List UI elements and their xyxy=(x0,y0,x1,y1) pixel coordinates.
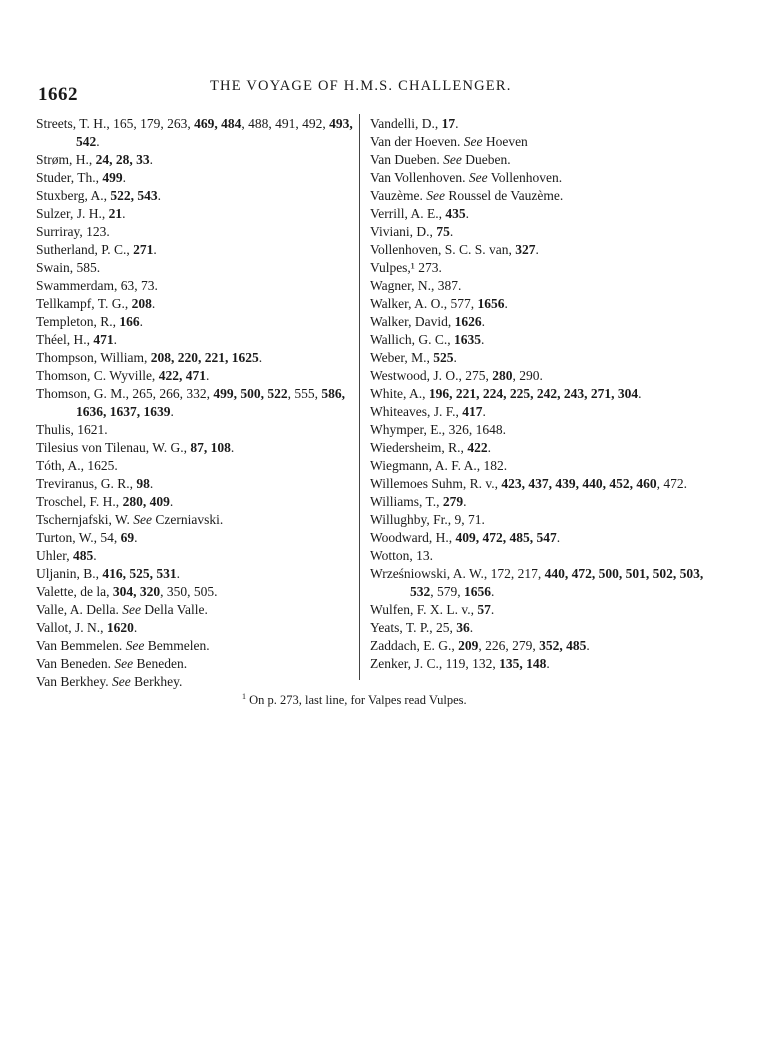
index-entry xyxy=(36,565,358,583)
index-entry xyxy=(36,673,358,691)
entry-ref: Vollenhoven. xyxy=(487,170,563,185)
entry-name: Sutherland, P. C., xyxy=(36,242,134,257)
entry-name: Troschel, F. H., xyxy=(36,494,123,509)
entry-ref-bold: 525 xyxy=(433,350,454,365)
entry-ref-bold: 409, 472, 485, 547 xyxy=(455,530,557,545)
index-entry xyxy=(36,511,358,529)
index-entry xyxy=(370,151,715,169)
entry-see: See xyxy=(111,674,131,689)
entry-ref: . xyxy=(122,206,126,221)
index-entry xyxy=(36,241,358,259)
entry-ref-bold: 21 xyxy=(108,206,123,221)
entry-ref-bold: 280 xyxy=(492,368,513,383)
entry-name: Vallot, J. N., xyxy=(36,620,107,635)
entry-name: Tschernjafski, W. xyxy=(36,512,134,527)
index-entry xyxy=(36,277,358,295)
entry-ref: , 488, 491, 492, xyxy=(241,116,330,131)
entry-ref: . xyxy=(122,170,126,185)
entry-ref: Beneden. xyxy=(133,656,188,671)
entry-ref-bold: 422, 471 xyxy=(158,368,206,383)
entry-ref: . xyxy=(481,314,485,329)
entry-ref: Bemmelen. xyxy=(144,638,210,653)
index-entry xyxy=(370,511,715,529)
entry-ref-bold: 422 xyxy=(467,440,488,455)
entry-ref-bold: 135, 148 xyxy=(499,656,547,671)
entry-name: White, A., xyxy=(370,386,429,401)
entry-see: See xyxy=(125,638,145,653)
index-entry xyxy=(370,637,715,655)
entry-ref-bold: 24, 28, 33 xyxy=(95,152,150,167)
index-entry xyxy=(36,583,358,601)
page-number: 1662 xyxy=(38,84,78,105)
entry-ref: Dueben. xyxy=(461,152,511,167)
entry-see: See xyxy=(443,152,462,167)
entry-ref: 54, xyxy=(100,530,121,545)
index-entry xyxy=(36,295,358,313)
entry-name: Wrześniowski, A. W., xyxy=(370,566,491,581)
entry-ref: . xyxy=(586,638,590,653)
entry-ref: . xyxy=(556,530,561,545)
index-entry xyxy=(36,637,358,655)
entry-ref: . xyxy=(157,188,162,203)
index-entry xyxy=(36,259,358,277)
entry-see: See xyxy=(133,512,153,527)
entry-ref: . xyxy=(465,206,469,221)
entry-ref-bold: 469, 484 xyxy=(194,116,242,131)
entry-ref: . xyxy=(149,152,154,167)
entry-ref-bold: 499, 500, 522 xyxy=(213,386,288,401)
entry-ref: . xyxy=(133,620,138,635)
entry-ref: , 555, xyxy=(287,386,322,401)
index-entry xyxy=(36,493,358,511)
index-entry xyxy=(370,187,715,205)
entry-ref: 13. xyxy=(416,548,434,563)
entry-name: Willemoes Suhm, R. v., xyxy=(370,476,502,491)
index-entry xyxy=(36,115,358,151)
entry-ref: . xyxy=(504,296,508,311)
index-entry xyxy=(36,169,358,187)
entry-ref-bold: 69 xyxy=(120,530,135,545)
entry-ref: 585. xyxy=(76,260,101,275)
entry-ref-bold: 1656 xyxy=(477,296,505,311)
entry-ref: 182. xyxy=(483,458,508,473)
index-entry xyxy=(370,349,715,367)
index-entry xyxy=(36,313,358,331)
entry-ref-bold: 208 xyxy=(131,296,152,311)
entry-ref: 119, 132, xyxy=(445,656,500,671)
entry-ref: 165, 179, 263, xyxy=(113,116,195,131)
entry-ref-bold: 499 xyxy=(102,170,123,185)
footnote-text: On p. 273, last line, for Valpes read Vulpes. xyxy=(246,693,467,708)
index-entry xyxy=(370,439,715,457)
entry-name: Uljanin, B., xyxy=(36,566,103,581)
index-entry xyxy=(370,223,715,241)
index-entry xyxy=(370,655,715,673)
entry-ref-bold: 17 xyxy=(441,116,456,131)
index-entry xyxy=(370,619,715,637)
entry-name: Surriray, xyxy=(36,224,87,239)
column-divider xyxy=(359,114,360,680)
entry-name: Thompson, William, xyxy=(36,350,151,365)
index-entry xyxy=(36,331,358,349)
entry-name: Van Bemmelen. xyxy=(36,638,126,653)
entry-ref-bold: 36 xyxy=(456,620,470,635)
entry-ref: . xyxy=(453,350,457,365)
entry-ref: . xyxy=(481,332,485,347)
entry-see: See xyxy=(426,188,445,203)
entry-ref-bold: 485 xyxy=(72,548,94,563)
entry-see: See xyxy=(114,656,134,671)
entry-ref: . xyxy=(96,134,100,149)
entry-name: Thomson, C. Wyville, xyxy=(36,368,159,383)
entry-ref-bold: 98 xyxy=(136,476,150,491)
index-entry xyxy=(36,187,358,205)
entry-ref-bold: 440, 472, 500, 501, 502, 503, 532 xyxy=(410,566,704,599)
entry-ref: 577, xyxy=(450,296,478,311)
entry-name: Sulzer, J. H., xyxy=(36,206,109,221)
entry-see: See xyxy=(463,134,483,149)
entry-ref: . xyxy=(491,584,495,599)
entry-name: Thomson, G. M., xyxy=(36,386,133,401)
footnote-marker: 1 xyxy=(242,692,246,701)
index-entry xyxy=(36,349,358,367)
entry-name: Van Beneden. xyxy=(36,656,115,671)
index-entry xyxy=(36,529,358,547)
entry-ref-bold: 166 xyxy=(119,314,140,329)
index-column-right xyxy=(370,115,715,673)
entry-name: Van Vollenhoven. xyxy=(370,170,469,185)
index-entry xyxy=(370,529,715,547)
entry-ref: 1625. xyxy=(87,458,118,473)
entry-ref: 387. xyxy=(437,278,462,293)
entry-name: Strøm, H., xyxy=(36,152,96,167)
entry-ref: . xyxy=(169,494,174,509)
entry-ref: . xyxy=(469,620,474,635)
index-entry xyxy=(36,547,358,565)
entry-ref: 63, 73. xyxy=(120,278,158,293)
entry-name: Wulfen, F. X. L. v., xyxy=(370,602,478,617)
entry-ref: 172, 217, xyxy=(490,566,545,581)
entry-name: Vauzème. xyxy=(370,188,427,203)
entry-name: Wiegmann, A. F. A., xyxy=(370,458,484,473)
entry-name: Wiedersheim, R., xyxy=(370,440,468,455)
entry-name: Yeats, T. P., xyxy=(370,620,437,635)
index-column-left xyxy=(36,115,358,691)
entry-ref-bold: 586, 1636, 1637, 1639 xyxy=(76,386,346,419)
entry-ref-bold: 280, 409 xyxy=(122,494,170,509)
entry-ref-bold: 352, 485 xyxy=(539,638,587,653)
index-entry xyxy=(370,493,715,511)
entry-name: Vandelli, D., xyxy=(370,116,442,131)
entry-ref: . xyxy=(134,530,138,545)
index-entry xyxy=(36,385,358,421)
entry-name: Whymper, E., xyxy=(370,422,449,437)
entry-ref: , 350, 505. xyxy=(160,584,218,599)
entry-ref: . xyxy=(230,440,235,455)
entry-name: Tilesius von Tilenau, W. G., xyxy=(36,440,191,455)
entry-ref: . xyxy=(170,404,174,419)
entry-name: Whiteaves, J. F., xyxy=(370,404,463,419)
entry-name: Weber, M., xyxy=(370,350,434,365)
entry-ref: . xyxy=(149,476,154,491)
entry-ref: . xyxy=(205,368,210,383)
index-entry xyxy=(36,223,358,241)
index-entry xyxy=(370,277,715,295)
entry-ref: , 226, 279, xyxy=(478,638,540,653)
entry-ref-bold: 1656 xyxy=(464,584,491,599)
entry-ref: 9, 71. xyxy=(454,512,485,527)
entry-ref-bold: 1635 xyxy=(454,332,482,347)
index-entry xyxy=(370,565,715,601)
entry-ref: . xyxy=(455,116,459,131)
entry-ref-bold: 1620 xyxy=(106,620,134,635)
entry-name: Viviani, D., xyxy=(370,224,437,239)
entry-ref-bold: 271 xyxy=(133,242,154,257)
index-entry xyxy=(370,421,715,439)
entry-name: Valette, de la, xyxy=(36,584,113,599)
index-entry xyxy=(370,115,715,133)
entry-ref-bold: 209 xyxy=(458,638,479,653)
entry-ref-bold: 57 xyxy=(477,602,491,617)
entry-name: Tellkampf, T. G., xyxy=(36,296,132,311)
entry-name: Willughby, Fr., xyxy=(370,512,455,527)
running-head-title: THE VOYAGE OF H.M.S. CHALLENGER. xyxy=(210,78,512,94)
entry-ref-bold: 87, 108 xyxy=(190,440,231,455)
entry-ref: Della Valle. xyxy=(140,602,208,617)
entry-ref: 275, xyxy=(465,368,493,383)
entry-ref-bold: 493, 542 xyxy=(76,116,353,149)
entry-name: Walker, David, xyxy=(370,314,455,329)
index-entry xyxy=(36,619,358,637)
entry-ref-bold: 423, 437, 439, 440, 452, 460 xyxy=(501,476,657,491)
index-entry xyxy=(370,259,715,277)
index-entry xyxy=(36,421,358,439)
entry-ref: . xyxy=(258,350,263,365)
entry-see: See xyxy=(122,602,141,617)
entry-name: Thulis, xyxy=(36,422,78,437)
index-entry xyxy=(36,457,358,475)
entry-name: Woodward, H., xyxy=(370,530,456,545)
entry-ref: 326, 1648. xyxy=(448,422,506,437)
entry-name: Wotton, xyxy=(370,548,417,563)
entry-name: Zaddach, E. G., xyxy=(370,638,459,653)
index-entry xyxy=(36,205,358,223)
entry-name: Théel, H., xyxy=(36,332,94,347)
index-entry xyxy=(36,151,358,169)
index-entry xyxy=(370,133,715,151)
entry-ref: Roussel de Vauzème. xyxy=(444,188,564,203)
index-entry xyxy=(370,547,715,565)
entry-ref: 1621. xyxy=(77,422,108,437)
entry-ref: Hoeven xyxy=(482,134,528,149)
entry-name: Van Berkhey. xyxy=(36,674,112,689)
entry-ref: . xyxy=(113,332,117,347)
index-entry xyxy=(370,169,715,187)
entry-name: Westwood, J. O., xyxy=(370,368,466,383)
entry-ref-bold: 208, 220, 221, 1625 xyxy=(150,350,259,365)
entry-ref: . xyxy=(176,566,180,581)
entry-ref-bold: 1626 xyxy=(454,314,482,329)
entry-ref: . xyxy=(93,548,97,563)
entry-name: Williams, T., xyxy=(370,494,443,509)
entry-ref: 123. xyxy=(86,224,110,239)
entry-name: Verrill, A. E., xyxy=(370,206,446,221)
entry-ref: . xyxy=(153,242,157,257)
entry-name: Van Dueben. xyxy=(370,152,444,167)
entry-ref: . xyxy=(546,656,550,671)
entry-name: Valle, A. Della. xyxy=(36,602,123,617)
entry-ref-bold: 279 xyxy=(442,494,464,509)
entry-ref: . xyxy=(490,602,495,617)
entry-ref: . xyxy=(482,404,486,419)
entry-ref-bold: 471 xyxy=(93,332,114,347)
index-entry xyxy=(370,313,715,331)
index-entry xyxy=(36,475,358,493)
entry-ref-bold: 416, 525, 531 xyxy=(102,566,177,581)
entry-ref-bold: 327 xyxy=(515,242,536,257)
entry-ref: . xyxy=(535,242,539,257)
index-entry xyxy=(370,241,715,259)
entry-name: Swammerdam, xyxy=(36,278,121,293)
index-entry xyxy=(370,475,715,493)
entry-ref: . xyxy=(638,386,642,401)
footnote xyxy=(242,692,467,708)
entry-name: Uhler, xyxy=(36,548,73,563)
entry-name: Walker, A. O., xyxy=(370,296,451,311)
index-entry xyxy=(370,331,715,349)
index-entry xyxy=(36,655,358,673)
entry-name: Vollenhoven, S. C. S. van, xyxy=(370,242,516,257)
index-entry xyxy=(370,367,715,385)
entry-name: Stuxberg, A., xyxy=(36,188,111,203)
entry-name: Zenker, J. C., xyxy=(370,656,446,671)
entry-name: Streets, T. H., xyxy=(36,116,114,131)
entry-name: Vulpes,¹ xyxy=(370,260,419,275)
entry-ref-bold: 417 xyxy=(462,404,483,419)
entry-ref: . xyxy=(463,494,467,509)
entry-name: Wallich, G. C., xyxy=(370,332,455,347)
index-entry xyxy=(36,439,358,457)
entry-ref: , 579, xyxy=(430,584,464,599)
entry-ref: , 472. xyxy=(656,476,687,491)
index-entry xyxy=(36,601,358,619)
index-entry xyxy=(370,385,715,403)
entry-ref: . xyxy=(487,440,491,455)
entry-name: Wagner, N., xyxy=(370,278,438,293)
entry-name: Treviranus, G. R., xyxy=(36,476,137,491)
entry-ref: Czerniavski. xyxy=(152,512,224,527)
entry-see: See xyxy=(468,170,488,185)
entry-ref-bold: 304, 320 xyxy=(112,584,161,599)
index-entry xyxy=(370,457,715,475)
entry-name: Van der Hoeven. xyxy=(370,134,464,149)
index-entry xyxy=(370,205,715,223)
entry-name: Turton, W., xyxy=(36,530,101,545)
entry-ref: . xyxy=(139,314,144,329)
index-entry xyxy=(36,367,358,385)
entry-name: Tóth, A., xyxy=(36,458,88,473)
index-entry xyxy=(370,403,715,421)
entry-ref-bold: 435 xyxy=(445,206,466,221)
entry-name: Studer, Th., xyxy=(36,170,103,185)
entry-ref-bold: 196, 221, 224, 225, 242, 243, 271, 304 xyxy=(428,386,639,401)
entry-ref-bold: 522, 543 xyxy=(110,188,158,203)
entry-name: Swain, xyxy=(36,260,77,275)
entry-ref: Berkhey. xyxy=(130,674,183,689)
entry-ref: 25, xyxy=(436,620,457,635)
entry-name: Templeton, R., xyxy=(36,314,120,329)
entry-ref: 265, 266, 332, xyxy=(132,386,214,401)
entry-ref: . xyxy=(151,296,156,311)
entry-ref: . xyxy=(449,224,454,239)
entry-ref: 273. xyxy=(418,260,442,275)
index-entry xyxy=(370,295,715,313)
entry-ref-bold: 75 xyxy=(436,224,450,239)
entry-ref: , 290. xyxy=(512,368,543,383)
index-entry xyxy=(370,601,715,619)
